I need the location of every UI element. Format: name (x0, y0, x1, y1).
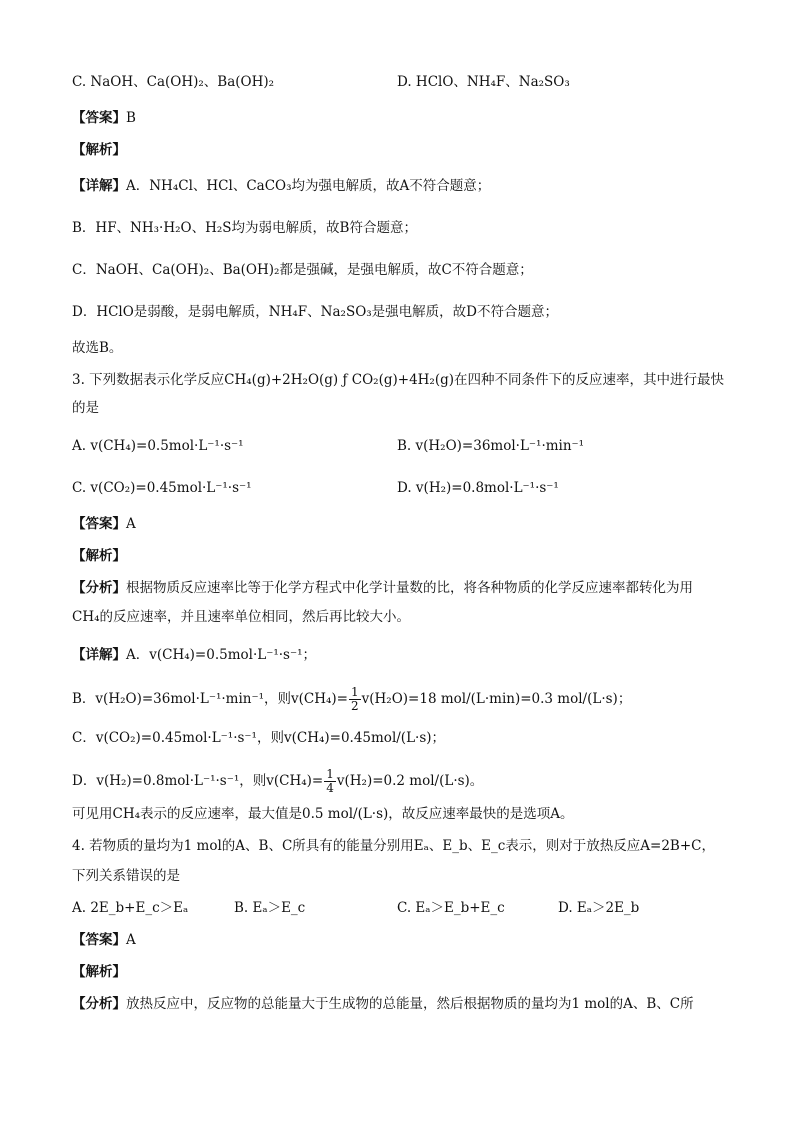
q2-conclusion: 故选B。 (72, 340, 123, 356)
fraction-numerator: 1 (326, 767, 334, 781)
q3-detail-a: 【详解】A．v(CH₄)=0.5mol·L⁻¹·s⁻¹； (72, 647, 317, 663)
fraction-one-quarter (324, 768, 336, 795)
q4-stem-line1: 4. 若物质的量均为1 mol的A、B、C所具有的能量分别用Eₐ、E_b、E_c表示，则对于放热反应A=2B+C， (72, 838, 715, 854)
q2-detail-c: C．NaOH、Ca(OH)₂、Ba(OH)₂都是强碱，是强电解质，故C不符合题意； (72, 262, 533, 278)
q2-detail-d: D．HClO是弱酸，是弱电解质，NH₄F、Na₂SO₃是强电解质，故D不符合题意； (72, 304, 558, 320)
q3-detail-b-prefix: B．v(H₂O)=36mol·L⁻¹·min⁻¹，则v(CH₄)= (72, 691, 348, 707)
q3-fenxi-line1: 【分析】根据物质反应速率比等于化学方程式中化学计量数的比，将各种物质的化学反应速率都转化为用 (72, 580, 693, 596)
fraction-denominator: 4 (326, 781, 334, 795)
fraction-one-half (349, 686, 361, 713)
section-tag: 【解析】 (72, 548, 126, 564)
section-tag: 【答案】 (72, 516, 126, 532)
q4-option-b: B. Eₐ＞E_c (234, 900, 306, 916)
q4-analysis-heading (72, 962, 126, 982)
q3-detail-b-suffix: v(H₂O)=18 mol/(L·min)=0.3 mol/(L·s)； (361, 691, 632, 707)
q3-detail-d-prefix: D．v(H₂)=0.8mol·L⁻¹·s⁻¹，则v(CH₄)= (72, 773, 324, 789)
q3-option-c: C. v(CO₂)=0.45mol·L⁻¹·s⁻¹ (72, 480, 252, 496)
section-tag: 【答案】 (72, 110, 126, 126)
q3-answer: 【答案】A (72, 516, 136, 532)
section-tag: 【分析】 (72, 580, 126, 596)
q4-answer: 【答案】A (72, 932, 136, 948)
q4-option-d: D. Eₐ＞2E_b (558, 900, 640, 916)
q2-option-d: D. HClO、NH₄F、Na₂SO₃ (397, 74, 570, 90)
q4-fenxi-line1: 【分析】放热反应中，反应物的总能量大于生成物的总能量，然后根据物质的量均为1 mol的A、B、C所 (72, 996, 694, 1012)
q3-stem-line2: 的是 (72, 400, 99, 416)
q4-option-a: A. 2E_b+E_c＞Eₐ (72, 900, 189, 916)
q2-detail-a: 【详解】A．NH₄Cl、HCl、CaCO₃均为强电解质，故A不符合题意； (72, 178, 491, 194)
q2-option-c: C. NaOH、Ca(OH)₂、Ba(OH)₂ (72, 74, 275, 90)
q2-analysis-heading (72, 140, 126, 160)
q3-stem-line1: 3. 下列数据表示化学反应CH₄(g)+2H₂O(g) ƒ CO₂(g)+4H₂(g)在四种不同条件下的反应速率，其中进行最快 (72, 372, 725, 388)
q2-detail-b: B．HF、NH₃·H₂O、H₂S均为弱电解质，故B符合题意； (72, 220, 417, 236)
fraction-denominator: 2 (351, 699, 359, 713)
section-tag: 【解析】 (72, 142, 126, 158)
q2-answer: 【答案】B (72, 110, 136, 126)
q3-detail-c: C．v(CO₂)=0.45mol·L⁻¹·s⁻¹，则v(CH₄)=0.45mol/(L·s)； (72, 730, 446, 746)
q3-detail-d-suffix: v(H₂)=0.2 mol/(L·s)。 (336, 773, 484, 789)
fraction-numerator: 1 (351, 685, 359, 699)
q3-conclusion: 可见用CH₄表示的反应速率，最大值是0.5 mol/(L·s)，故反应速率最快的是选项A。 (72, 806, 574, 822)
q3-detail-d (72, 768, 483, 795)
section-tag: 【答案】 (72, 932, 126, 948)
q3-option-d: D. v(H₂)=0.8mol·L⁻¹·s⁻¹ (397, 480, 559, 496)
q3-option-a: A. v(CH₄)=0.5mol·L⁻¹·s⁻¹ (72, 438, 244, 454)
section-tag: 【详解】 (72, 647, 126, 663)
q4-stem-line2: 下列关系错误的是 (72, 868, 180, 884)
section-tag: 【详解】 (72, 178, 126, 194)
section-tag: 【解析】 (72, 964, 126, 980)
q4-option-c: C. Eₐ＞E_b+E_c (397, 900, 505, 916)
q3-fenxi-line2: CH₄的反应速率，并且速率单位相同，然后再比较大小。 (72, 609, 411, 625)
q3-option-b: B. v(H₂O)=36mol·L⁻¹·min⁻¹ (397, 438, 585, 454)
q3-analysis-heading (72, 546, 126, 566)
section-tag: 【分析】 (72, 996, 126, 1012)
q3-detail-b (72, 686, 631, 713)
